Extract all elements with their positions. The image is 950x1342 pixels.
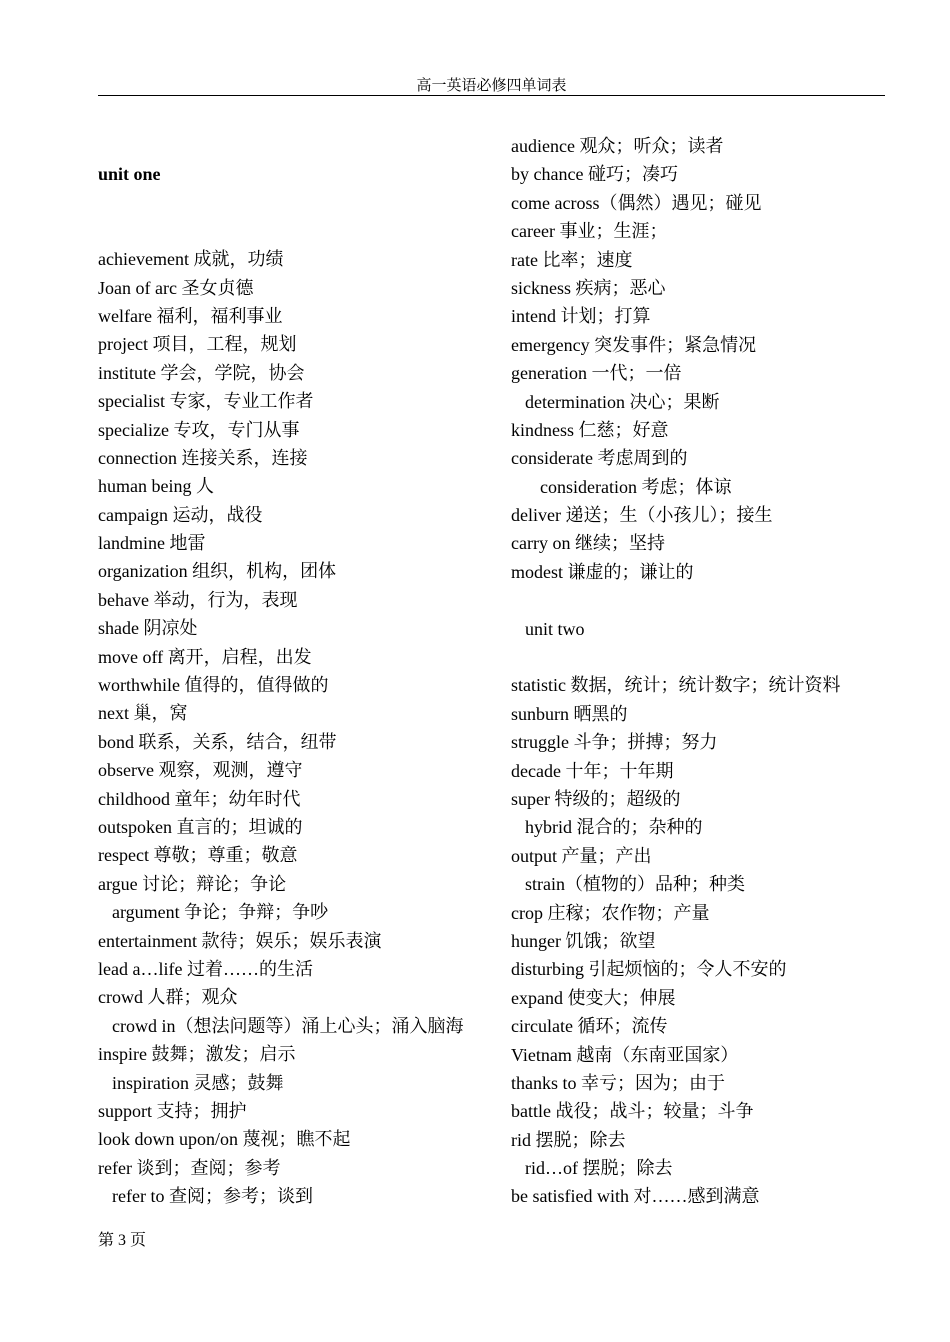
vocab-entry: expand 使变大；伸展 xyxy=(511,987,676,1008)
vocab-entry: welfare 福利，福利事业 xyxy=(98,305,283,326)
blank-line xyxy=(98,188,498,216)
vocab-entry: emergency 突发事件；紧急情况 xyxy=(511,334,757,355)
vocab-entry: Joan of arc 圣女贞德 xyxy=(98,277,254,298)
right-vocabulary-column xyxy=(511,132,891,1211)
blank-line xyxy=(511,586,891,614)
vocab-entry: campaign 运动，战役 xyxy=(98,504,263,525)
vocab-entry: audience 观众；听众；读者 xyxy=(511,136,724,156)
vocab-entry: shade 阴凉处 xyxy=(98,618,198,639)
vocab-entry: rate 比率；速度 xyxy=(511,249,633,270)
vocab-entry: crop 庄稼；农作物；产量 xyxy=(511,902,710,923)
vocab-entry: thanks to 幸亏；因为；由于 xyxy=(511,1072,725,1093)
vocab-entry: determination 决心；果断 xyxy=(525,391,720,412)
vocab-entry: specialist 专家，专业工作者 xyxy=(98,391,314,412)
vocab-entry: carry on 继续；坚持 xyxy=(511,533,665,554)
vocab-entry: be satisfied with 对……感到满意 xyxy=(511,1186,760,1207)
blank-line xyxy=(98,217,498,245)
vocab-entry: move off 离开，启程，出发 xyxy=(98,646,312,667)
vocab-entry: kindness 仁慈；好意 xyxy=(511,419,669,440)
vocab-entry: human being 人 xyxy=(98,476,214,497)
vocab-entry: institute 学会，学院，协会 xyxy=(98,362,305,383)
vocab-entry: respect 尊敬；尊重；敬意 xyxy=(98,845,298,866)
vocab-entry: bond 联系，关系，结合，纽带 xyxy=(98,731,337,752)
page-number: 第 3 页 xyxy=(98,1232,147,1249)
vocab-entry: inspire 鼓舞；激发；启示 xyxy=(98,1044,296,1065)
blank-line xyxy=(511,643,891,671)
vocab-entry: refer to 查阅；参考；谈到 xyxy=(112,1186,313,1207)
page-header-title: 高一英语必修四单词表 xyxy=(416,78,567,94)
vocab-entry: consideration 考虑；体谅 xyxy=(540,476,732,497)
vocab-entry: next 巢，窝 xyxy=(98,703,188,724)
vocab-entry: struggle 斗争；拼搏；努力 xyxy=(511,732,718,753)
vocab-entry: modest 谦虚的；谦让的 xyxy=(511,561,694,582)
vocab-entry: sickness 疾病；恶心 xyxy=(511,277,666,298)
vocab-entry: connection 连接关系，连接 xyxy=(98,447,308,468)
vocab-entry: specialize 专攻，专门从事 xyxy=(98,419,300,440)
vocab-entry: hunger 饥饿；欲望 xyxy=(511,930,656,951)
vocab-entry: decade 十年；十年期 xyxy=(511,760,674,781)
vocab-entry: circulate 循环；流传 xyxy=(511,1016,668,1037)
vocab-entry: support 支持；拥护 xyxy=(98,1100,247,1121)
vocab-entry: lead a…life 过着……的生活 xyxy=(98,958,313,979)
vocab-entry: entertainment 款待；娱乐；娱乐表演 xyxy=(98,930,382,951)
vocab-entry: argue 讨论；辩论；争论 xyxy=(98,873,287,894)
vocab-entry: crowd 人群；观众 xyxy=(98,987,238,1008)
vocab-entry: Vietnam 越南（东南亚国家） xyxy=(511,1044,739,1065)
header-divider xyxy=(98,95,885,96)
vocab-entry: childhood 童年；幼年时代 xyxy=(98,788,301,809)
vocab-entry: output 产量；产出 xyxy=(511,845,652,866)
vocab-entry: by chance 碰巧；凑巧 xyxy=(511,164,678,185)
unit-heading: unit one xyxy=(98,164,161,184)
vocab-entry: intend 计划；打算 xyxy=(511,306,651,327)
vocab-entry: outspoken 直言的；坦诚的 xyxy=(98,816,303,837)
vocab-entry: behave 举动，行为，表现 xyxy=(98,589,298,610)
vocab-entry: refer 谈到；查阅；参考 xyxy=(98,1157,281,1178)
vocab-entry: statistic 数据，统计；统计数字；统计资料 xyxy=(511,675,841,696)
vocab-entry: achievement 成就，功绩 xyxy=(98,249,284,270)
vocab-entry: sunburn 晒黑的 xyxy=(511,703,628,724)
vocab-entry: rid 摆脱；除去 xyxy=(511,1129,626,1150)
vocab-entry: project 项目，工程，规划 xyxy=(98,334,297,355)
vocab-entry: observe 观察，观测，遵守 xyxy=(98,760,303,781)
vocab-entry: super 特级的；超级的 xyxy=(511,788,681,809)
vocab-entry: rid…of 摆脱；除去 xyxy=(525,1158,673,1179)
vocab-entry: argument 争论；争辩；争吵 xyxy=(112,902,329,923)
vocab-entry: disturbing 引起烦恼的；令人不安的 xyxy=(511,959,787,980)
vocab-entry: strain（植物的）品种；种类 xyxy=(525,874,745,895)
vocab-entry: battle 战役；战斗；较量；斗争 xyxy=(511,1101,754,1122)
vocab-entry: landmine 地雷 xyxy=(98,533,206,554)
vocab-entry: come across（偶然）遇见；碰见 xyxy=(511,192,762,213)
vocab-entry: inspiration 灵感；鼓舞 xyxy=(112,1072,284,1093)
left-vocabulary-column xyxy=(98,160,498,1210)
vocab-entry: look down upon/on 蔑视；瞧不起 xyxy=(98,1129,351,1150)
vocab-entry: deliver 递送；生（小孩儿）；接生 xyxy=(511,505,773,526)
vocab-entry: hybrid 混合的；杂种的 xyxy=(525,817,703,838)
vocab-entry: crowd in（想法问题等）涌上心头；涌入脑海 xyxy=(112,1015,464,1036)
vocab-entry: considerate 考虑周到的 xyxy=(511,448,688,469)
vocab-entry: generation 一代；一倍 xyxy=(511,363,682,384)
vocab-entry: organization 组织，机构，团体 xyxy=(98,561,337,582)
vocab-entry: worthwhile 值得的，值得做的 xyxy=(98,675,329,696)
vocab-entry: career 事业；生涯； xyxy=(511,221,668,242)
vocab-entry: unit two xyxy=(525,618,585,639)
